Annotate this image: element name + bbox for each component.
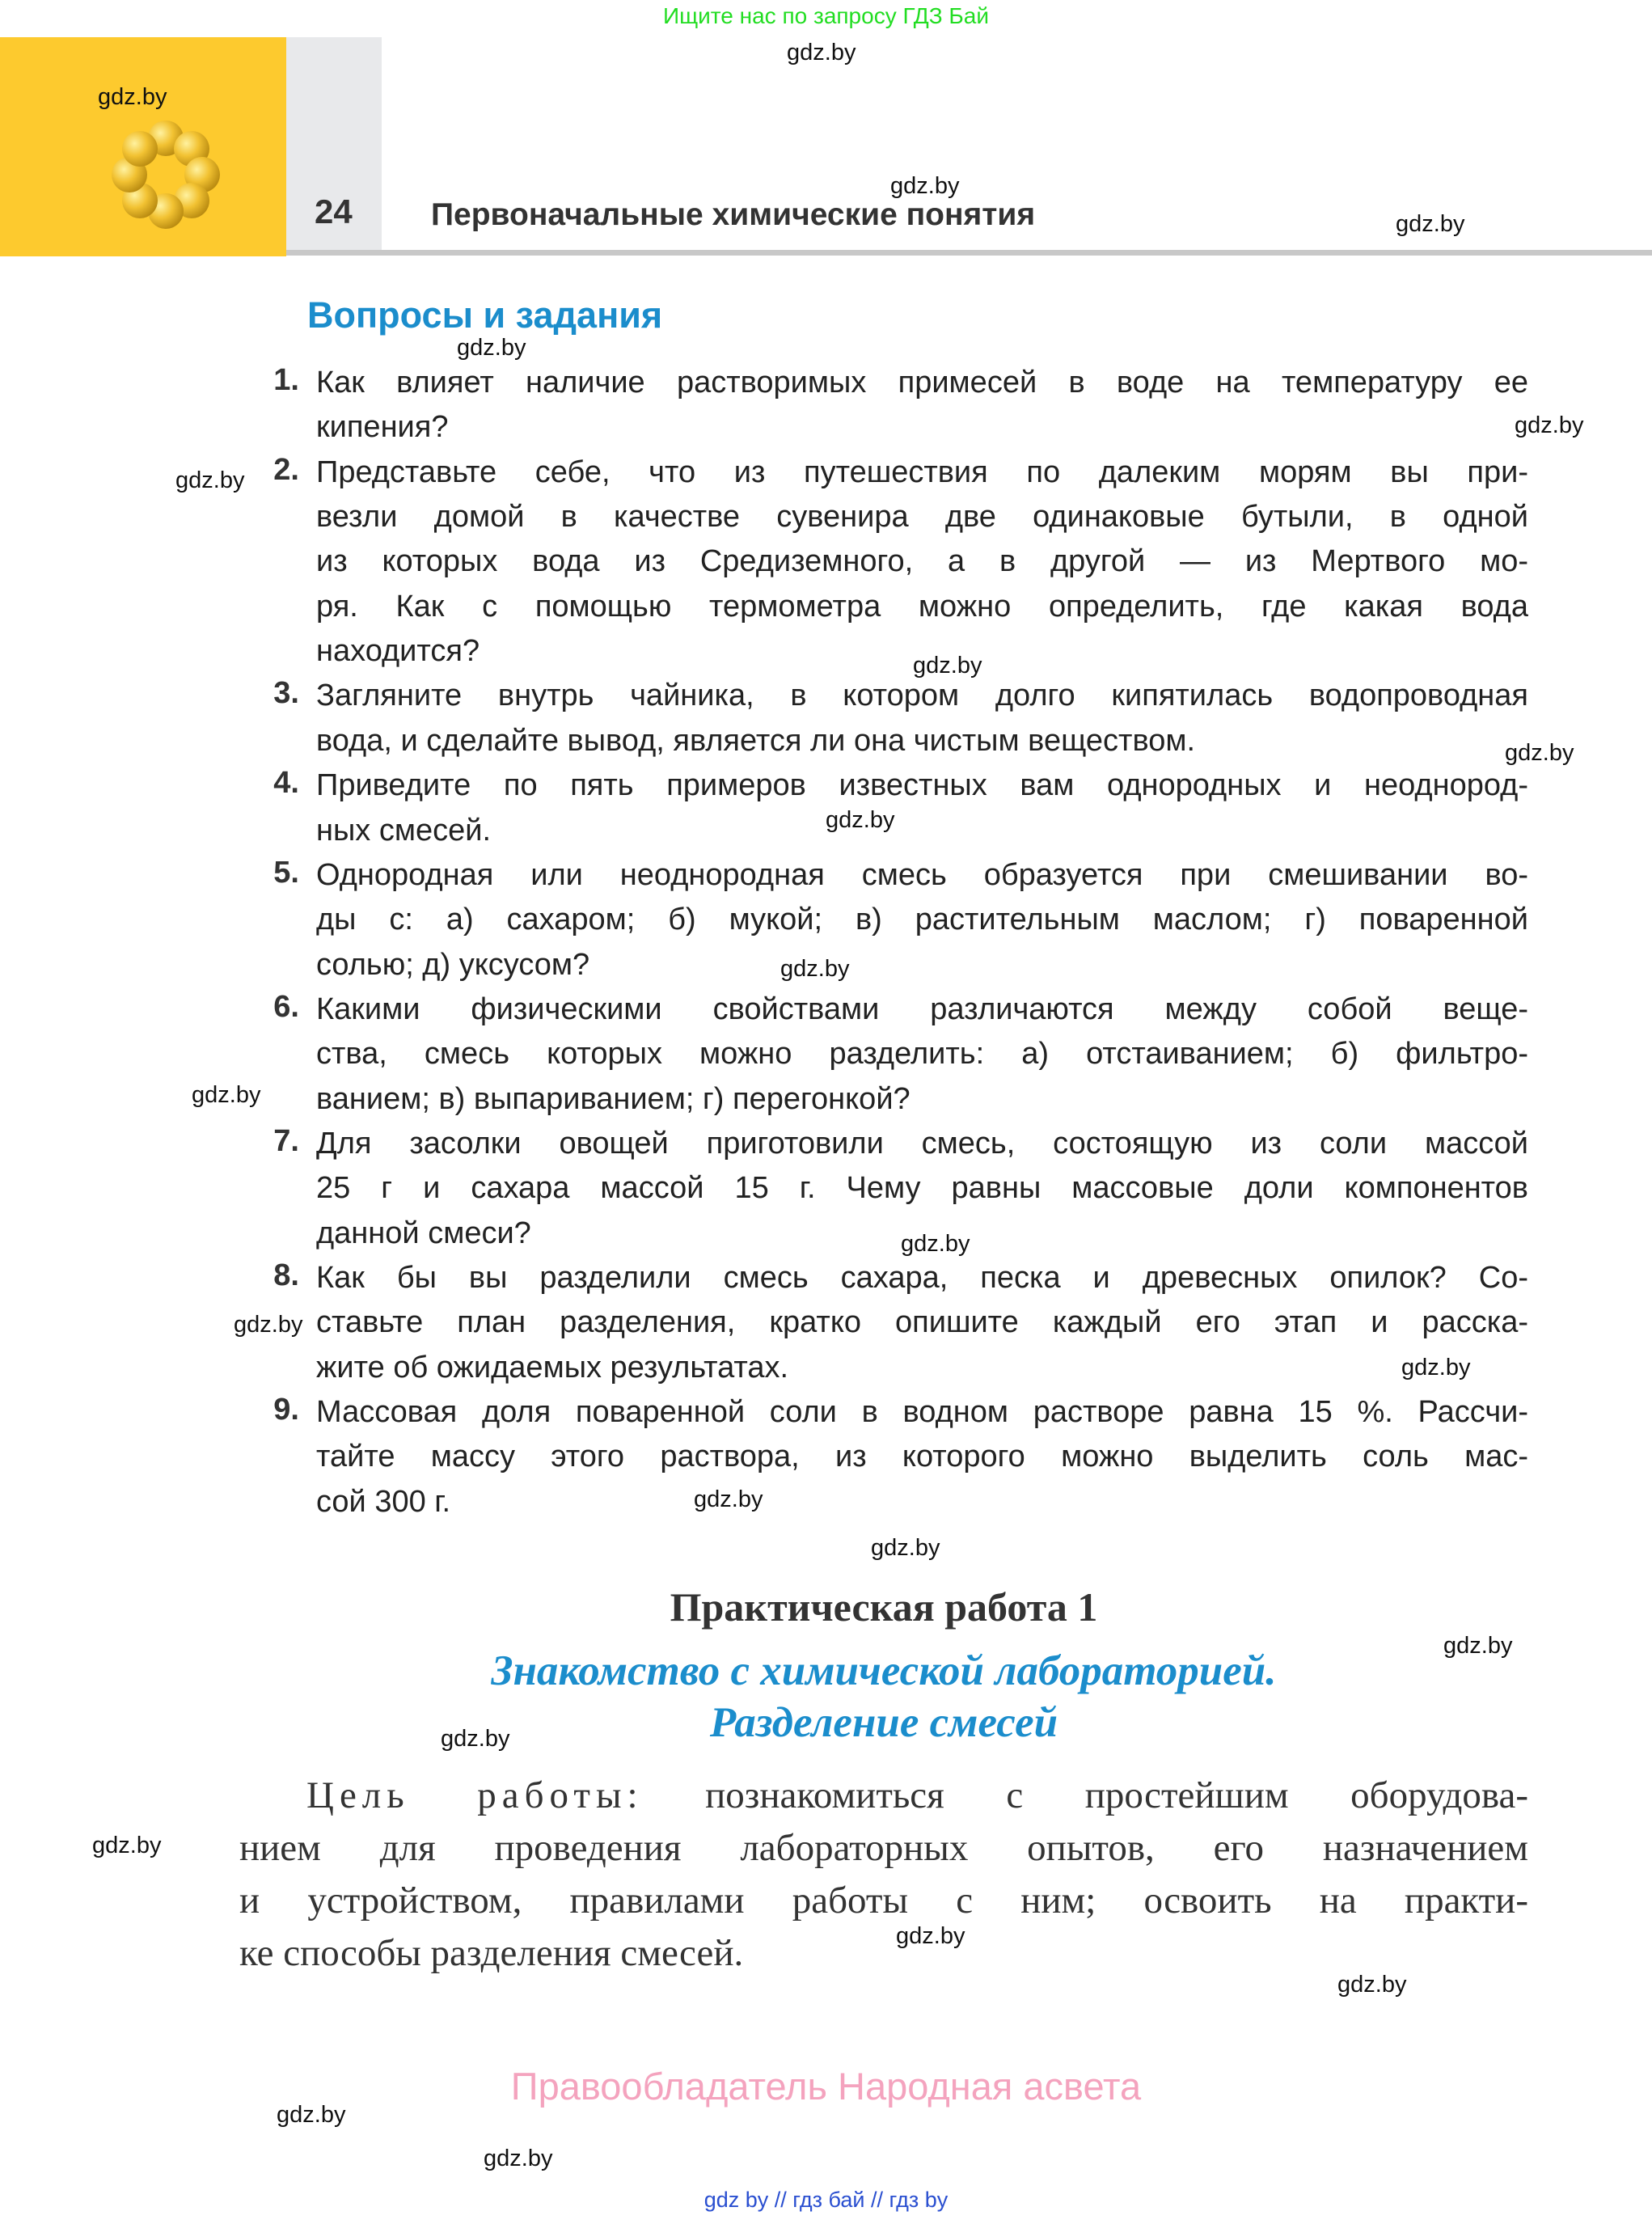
question-text-line: Как влияет наличие растворимых примесей в воде на температуру ее <box>316 366 1528 400</box>
watermark: gdz.by <box>694 1486 763 1512</box>
question-text-line: жите об ожидаемых результатах. <box>316 1350 789 1385</box>
question-number: 6. <box>273 989 299 1024</box>
question-text-line: вода, и сделайте вывод, является ли она чистым веществом. <box>316 723 1196 758</box>
question-text-line: Как бы вы разделили смесь сахара, песка и древесных опилок? Со- <box>316 1261 1528 1295</box>
copyright-notice: Правообладатель Народная асвета <box>510 2065 1142 2108</box>
molecule-logo-icon <box>109 118 222 231</box>
question-text-line: солью; д) уксусом? <box>316 947 590 982</box>
watermark: gdz.by <box>871 1535 940 1561</box>
question-text-line: Приведите по пять примеров известных вам однородных и неоднород- <box>316 768 1528 803</box>
question-text-line: Однородная или неоднородная смесь образуется при смешивании во- <box>316 857 1528 892</box>
question-text-line: ставьте план разделения, кратко опишите каждый его этап и расска- <box>316 1305 1528 1340</box>
watermark: gdz.by <box>441 1726 510 1752</box>
page-number: 24 <box>315 192 353 230</box>
question-text-line: ды с: а) сахаром; б) мукой; в) растительным маслом; г) поваренной <box>316 903 1528 937</box>
watermark: gdz.by <box>484 2146 553 2171</box>
question-text-line: 25 г и сахара массой 15 г. Чему равны массовые доли компонентов <box>316 1171 1528 1206</box>
question-text-line: ря. Как с помощью термометра можно определить, где какая вода <box>316 589 1528 624</box>
question-text-line: Загляните внутрь чайника, в котором долго кипятилась водопроводная <box>316 679 1528 713</box>
practical-work-subtitle: Разделение смесей <box>709 1699 1058 1746</box>
question-text-line: данной смеси? <box>316 1216 531 1250</box>
question-text-line: везли домой в качестве сувенира две одинаковые бутыли, в одной <box>316 500 1528 535</box>
watermark: gdz.by <box>175 467 245 493</box>
question-text-line: кипения? <box>316 410 449 445</box>
watermark: gdz.by <box>1515 412 1584 438</box>
watermark: gdz.by <box>787 40 856 66</box>
question-text-line: из которых вода из Средиземного, а в другой — из Мертвого мо- <box>316 544 1528 579</box>
watermark: gdz.by <box>92 1833 162 1858</box>
footer-links[interactable]: gdz by // гдз бай // гдз by <box>703 2188 949 2212</box>
question-number: 5. <box>273 855 299 890</box>
question-number: 3. <box>273 676 299 711</box>
watermark: gdz.by <box>457 335 526 361</box>
watermark: gdz.by <box>901 1231 970 1257</box>
watermark: gdz.by <box>1505 740 1574 766</box>
question-text-line: Для засолки овощей приготовили смесь, состоящую из соли массой <box>316 1126 1528 1161</box>
goal-paragraph-line: и устройством, правилами работы с ним; освоить на практи- <box>239 1879 1528 1922</box>
question-number: 9. <box>273 1393 299 1427</box>
goal-label: Цель работы: <box>306 1774 644 1816</box>
question-text-line: сой 300 г. <box>316 1484 451 1519</box>
goal-text: познакомиться с простейшим оборудова- <box>705 1774 1528 1816</box>
question-number: 7. <box>273 1123 299 1158</box>
chapter-color-tab <box>0 37 286 256</box>
question-text-line: ства, смесь которых можно разделить: а) отстаиванием; б) фильтро- <box>316 1037 1528 1072</box>
goal-paragraph-line: нием для проведения лабораторных опытов, его назначением <box>239 1827 1528 1869</box>
header-divider <box>286 250 1652 256</box>
watermark: gdz.by <box>1396 211 1465 237</box>
watermark: gdz.by <box>277 2102 346 2128</box>
question-number: 1. <box>273 363 299 397</box>
chapter-title: Первоначальные химические понятия <box>431 197 1036 232</box>
watermark: gdz.by <box>234 1312 303 1338</box>
watermark: gdz.by <box>890 173 960 199</box>
question-text-line: Массовая доля поваренной соли в водном растворе равна 15 %. Рассчи- <box>316 1395 1528 1430</box>
practical-work-title: Практическая работа 1 <box>670 1584 1098 1630</box>
question-number: 2. <box>273 452 299 487</box>
question-text-line: тайте массу этого раствора, из которого можно выделить соль мас- <box>316 1440 1528 1474</box>
practical-work-subtitle: Знакомство с химической лабораторией. <box>491 1647 1277 1694</box>
question-text-line: ных смесей. <box>316 813 492 848</box>
question-text-line: ванием; в) выпариванием; г) перегонкой? <box>316 1081 911 1116</box>
watermark: gdz.by <box>1443 1633 1513 1659</box>
goal-paragraph-line: ке способы разделения смесей. <box>239 1932 744 1974</box>
watermark: gdz.by <box>780 956 850 982</box>
search-hint: Ищите нас по запросу ГДЗ Бай <box>662 3 990 28</box>
watermark: gdz.by <box>192 1082 261 1108</box>
watermark: gdz.by <box>98 84 167 110</box>
question-text-line: Представьте себе, что из путешествия по далеким морям вы при- <box>316 455 1528 489</box>
watermark: gdz.by <box>1337 1972 1407 1998</box>
question-number: 8. <box>273 1258 299 1292</box>
watermark: gdz.by <box>1401 1355 1471 1380</box>
goal-paragraph-line <box>306 1771 1528 1820</box>
watermark: gdz.by <box>896 1923 965 1949</box>
question-text-line: находится? <box>316 634 480 669</box>
question-text-line: Какими физическими свойствами различаются между собой веще- <box>316 991 1528 1026</box>
watermark: gdz.by <box>826 807 895 833</box>
watermark: gdz.by <box>913 653 982 679</box>
question-number: 4. <box>273 766 299 801</box>
questions-heading: Вопросы и задания <box>307 294 663 336</box>
